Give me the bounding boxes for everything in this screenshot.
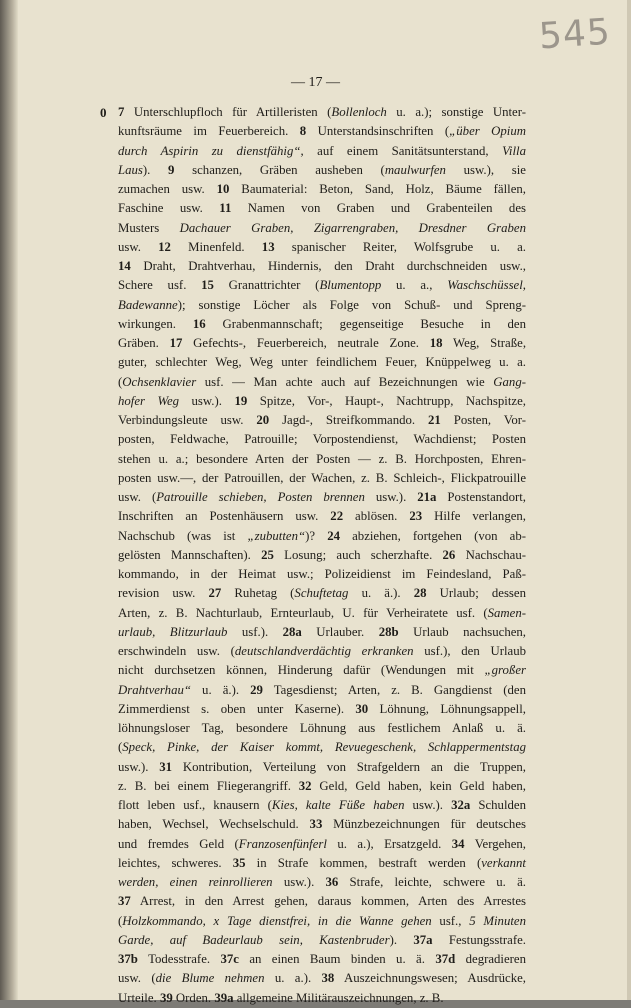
text-run: Spitze, Vor-, Haupt-, Nachtrupp, Nachspitze,: [247, 393, 526, 408]
text-run: Inschriften an Postenhäusern usw.: [118, 509, 331, 524]
text-run: u. a.); sonstige Unter-: [386, 105, 526, 119]
text-run: ).: [142, 162, 169, 177]
italic-term: urlaub, Blitzurlaub: [118, 624, 228, 639]
text-run: Musters: [118, 220, 180, 235]
text-run: Arrest, in den Arrest gehen, daraus kommen, Arten des Arrestes: [130, 894, 526, 909]
italic-term: Laus: [118, 162, 143, 177]
text-run: leichtes, schweres.: [118, 855, 233, 870]
text-line: [118, 527, 526, 546]
text-line: [118, 430, 526, 449]
text-line: [118, 507, 526, 526]
item-number: 29: [250, 682, 263, 697]
italic-term: 5 Minuten: [469, 913, 526, 928]
text-run: (: [118, 740, 123, 755]
text-line: [118, 892, 526, 911]
text-run: auf einem Sanitätsunterstand,: [303, 143, 503, 158]
item-number: 32a: [451, 798, 471, 812]
text-line: [118, 161, 526, 180]
text-run: kommando, in der Heimat usw.; Polizeidienst im Feindesland, Paß-: [118, 567, 526, 581]
text-run: flott leben usf., knausern (: [118, 798, 272, 812]
item-number: 16: [192, 316, 206, 331]
text-run: Posten, Vor-: [440, 413, 526, 427]
text-line: [118, 989, 526, 1008]
text-run: Münzbezeichnungen für deutsches: [322, 817, 526, 832]
text-run: haben, Wechsel, Wechselschuld.: [118, 817, 310, 832]
item-number: 8: [299, 124, 307, 139]
text-line: [118, 950, 526, 969]
text-run: u. a.).: [264, 971, 322, 986]
italic-term: die Blume nehmen: [155, 971, 265, 986]
text-run: Auszeichnungswesen; Ausdrücke,: [334, 971, 526, 986]
text-line: [118, 238, 526, 257]
text-run: ablösen.: [343, 509, 410, 524]
text-line: [118, 488, 526, 507]
item-number: 28: [413, 586, 427, 601]
text-run: (: [118, 374, 123, 389]
text-run: Grabenmannschaft; gegenseitige Besuche in den: [205, 316, 526, 331]
item-number: 30: [355, 701, 369, 716]
item-number: 37a: [413, 932, 433, 947]
text-line: [118, 392, 526, 411]
text-run: Arten, z. B. Nachturlaub, Ernteurlaub, U. für Verheiratete usf. (: [118, 605, 488, 620]
text-run: abziehen, fortgehen (von ab-: [339, 528, 526, 543]
text-run: Unterstandsinschriften (: [306, 124, 450, 139]
italic-term: Schuftetag: [294, 586, 349, 601]
text-line: [118, 777, 526, 796]
text-run: ); sonstige Löcher als Folge von Schuß- und Spreng-: [177, 297, 526, 312]
text-line: [118, 604, 526, 623]
text-run: degradieren: [455, 952, 527, 966]
text-run: Urteile.: [118, 990, 160, 1005]
text-run: Baumaterial: Beton, Sand, Holz, Bäume fällen,: [229, 182, 526, 196]
italic-term: „großer: [484, 663, 526, 678]
italic-term: Kies, kalte Füße haben: [271, 798, 405, 812]
text-run: Weg, Straße,: [442, 336, 527, 350]
text-run: guter, schlechter Weg, Weg unter feindlichem Feuer, Knüppelweg u. a.: [118, 355, 526, 370]
item-number: 34: [451, 836, 465, 851]
book-gutter: [0, 0, 18, 1000]
text-line: [100, 103, 526, 122]
text-run: Gefechts-, Feuerbereich, neutrale Zone.: [182, 336, 430, 350]
text-line: [118, 565, 526, 584]
text-line: [118, 411, 526, 430]
text-run: Hilfe verlangen,: [422, 509, 526, 524]
text-run: Draht, Drahtverhau, Hindernis, den Draht durchschneiden usw.,: [130, 259, 526, 273]
text-run: Ruhetag (: [221, 586, 295, 601]
italic-term: Drahtverhau“: [118, 682, 191, 697]
text-run: usw.).: [404, 798, 452, 812]
item-number: 10: [216, 182, 230, 196]
text-line: [118, 661, 526, 680]
text-run: Kontribution, Verteilung von Strafgeldern an die Truppen,: [172, 759, 526, 774]
text-run: Strafe, leichte, schwere u. ä.: [338, 875, 526, 889]
text-run: Gräben.: [118, 336, 170, 350]
section-marker: 0: [100, 105, 107, 120]
item-number: 12: [158, 239, 171, 254]
item-number: 23: [409, 509, 423, 524]
text-run: (: [118, 913, 123, 928]
text-run: Vergehen,: [464, 836, 526, 851]
text-line: [118, 180, 526, 199]
text-run: Postenstandort,: [436, 490, 526, 504]
item-number: 28a: [282, 624, 302, 639]
text-run: stehen u. a.; besondere Arten der Posten — z. B. Horchposten, Ehren-: [118, 451, 526, 466]
text-run: u. a.,: [381, 278, 448, 293]
text-run: ).: [389, 932, 414, 947]
text-line: [118, 912, 526, 931]
item-number: 21a: [417, 490, 437, 504]
text-run: spanischer Reiter, Wolfsgrube u. a.: [274, 239, 527, 254]
italic-term: Speck, Pinke, der Kaiser kommt, Revuegeschenk, Schlappermentstag: [122, 740, 526, 755]
text-run: Urlauber.: [301, 624, 379, 639]
italic-term: verkannt: [481, 855, 526, 870]
italic-term: Samen-: [487, 605, 526, 620]
text-run: usf. — Man achte auch auf Bezeichnungen wie: [196, 374, 494, 389]
italic-term: werden, einen reinrollieren: [118, 875, 273, 889]
italic-term: Dachauer Graben, Zigarrengraben, Dresdner Graben: [179, 220, 526, 235]
text-line: [118, 199, 526, 218]
text-run: nicht durchsetzen können, Hinderung dafür (Wendungen mit: [118, 663, 485, 678]
item-number: 35: [232, 855, 246, 870]
text-line: [118, 219, 526, 238]
item-number: 36: [325, 875, 339, 889]
text-line: [118, 296, 526, 315]
text-run: Löhnung, Löhnungsappell,: [368, 701, 526, 716]
italic-term: Holzkommando, x Tage dienstfrei, in die Wanne gehen: [122, 913, 432, 928]
text-run: revision usw.: [118, 586, 209, 601]
text-line: [118, 276, 526, 295]
text-run: wirkungen.: [118, 316, 193, 331]
item-number: 13: [261, 239, 275, 254]
text-run: Faschine usw.: [118, 201, 220, 216]
text-run: löhnungsloser Tag, besondere Löhnung aus festlichem Anlaß u. ä.: [118, 721, 526, 735]
text-run: gelösten Mannschaften).: [118, 547, 262, 562]
text-run: Festungsstrafe.: [432, 932, 526, 947]
page-number: — 17 —: [291, 75, 340, 90]
text-line: [118, 546, 526, 565]
text-line: [118, 642, 526, 661]
italic-term: Franzosenfünferl: [238, 836, 327, 851]
italic-term: „zubutten“: [247, 528, 306, 543]
text-run: usw.: [118, 239, 159, 254]
item-number: 7: [118, 105, 125, 119]
text-line: [118, 758, 526, 777]
text-run: Urlaub; dessen: [426, 586, 526, 601]
item-number: 39: [159, 990, 173, 1005]
italic-term: Badewanne: [118, 297, 178, 312]
text-line: [118, 719, 526, 738]
text-run: )?: [305, 528, 328, 543]
text-run: Geld, Geld haben, kein Geld haben,: [311, 778, 527, 793]
item-number: 37: [118, 894, 131, 909]
item-number: 26: [442, 547, 456, 562]
text-line: [118, 450, 526, 469]
text-run: kunftsräume im Feuerbereich.: [118, 124, 300, 139]
text-line: [118, 873, 526, 892]
italic-term: maulwurfen: [384, 162, 446, 177]
text-run: Orden.: [172, 990, 215, 1005]
text-run: allgemeine Militärauszeichnungen, z. B.: [233, 990, 444, 1005]
text-line: [118, 142, 526, 161]
text-line: [118, 584, 526, 603]
item-number: 24: [327, 528, 340, 543]
text-run: Zimmerdienst s. oben unter Kaserne).: [118, 701, 356, 716]
text-run: usf.), den Urlaub: [413, 644, 526, 658]
item-number: 22: [330, 509, 344, 524]
text-line: [118, 854, 526, 873]
text-run: usw. (: [118, 490, 157, 504]
text-run: erschwindeln usw. (: [118, 644, 235, 658]
item-number: 39a: [214, 990, 234, 1005]
text-run: in Strafe kommen, bestraft werden (: [245, 855, 482, 870]
text-run: u. ä.).: [191, 682, 251, 697]
italic-term: Gang-: [493, 374, 526, 389]
item-number: 9: [168, 162, 175, 177]
item-number: 28b: [378, 624, 399, 639]
item-number: 15: [201, 278, 214, 293]
text-line: [118, 353, 526, 372]
text-line: [118, 257, 526, 276]
item-number: 31: [159, 759, 173, 774]
text-run: Tagesdienst; Arten, z. B. Gangdienst (den: [262, 682, 526, 697]
text-run: Nachschub (was ist: [118, 528, 248, 543]
item-number: 27: [208, 586, 222, 601]
text-line: [118, 373, 526, 392]
text-run: und fremdes Geld (: [118, 836, 239, 851]
text-line: [118, 969, 526, 988]
text-run: Namen von Graben und Grabenteilen des: [231, 201, 526, 216]
text-run: Minenfeld.: [170, 239, 262, 254]
item-number: 14: [118, 259, 131, 273]
text-line: [118, 122, 526, 141]
italic-term: Patrouille schieben, Posten brennen: [156, 490, 365, 504]
item-number: 18: [429, 336, 443, 350]
text-run: posten, Feldwache, Patrouille; Vorpostendienst, Wachdienst; Posten: [118, 432, 526, 447]
italic-term: durch Aspirin zu dienstfähig“,: [118, 143, 304, 158]
text-line: [118, 315, 526, 334]
item-number: 20: [256, 413, 270, 427]
italic-term: Blumentopp: [319, 278, 382, 293]
text-run: usw.).: [364, 490, 418, 504]
text-line: [118, 334, 526, 353]
text-run: Losung; auch scherzhafte.: [273, 547, 443, 562]
text-run: usf.,: [431, 913, 470, 928]
item-number: 37b: [118, 952, 138, 966]
item-number: 33: [309, 817, 323, 832]
italic-term: Villa: [502, 143, 526, 158]
item-number: 32: [298, 778, 312, 793]
text-run: an einen Baum binden u. ä.: [238, 952, 436, 966]
text-line: [118, 931, 526, 950]
text-line: [118, 835, 526, 854]
item-number: 21: [428, 413, 441, 427]
italic-term: Garde, auf Badeurlaub sein, Kastenbruder: [118, 932, 390, 947]
text-run: usw.).: [118, 759, 160, 774]
text-run: posten usw.—, der Patrouillen, der Wachen, z. B. Schleich-, Flickpatrouille: [118, 470, 526, 485]
text-line: [118, 700, 526, 719]
text-run: Urlaub nachsuchen,: [398, 624, 527, 639]
item-number: 25: [261, 547, 274, 562]
text-line: [118, 738, 526, 757]
italic-term: „über Opium: [449, 124, 526, 139]
italic-term: Waschschüssel,: [447, 278, 526, 293]
text-run: Jagd-, Streifkommando.: [269, 413, 429, 427]
text-run: usw.).: [272, 875, 326, 889]
text-line: [118, 623, 526, 642]
text-run: z. B. bei einem Fliegerangriff.: [118, 778, 299, 793]
page-edge: [627, 0, 631, 1000]
italic-term: Bollenloch: [331, 105, 387, 119]
text-line: [118, 815, 526, 834]
italic-term: hofer Weg: [118, 393, 180, 408]
text-run: Granattrichter (: [213, 278, 320, 293]
text-run: Verbindungsleute usw.: [118, 413, 257, 427]
text-run: usw.).: [179, 393, 235, 408]
text-run: schanzen, Gräben ausheben (: [174, 162, 385, 177]
item-number: 37d: [435, 952, 456, 966]
text-run: Todesstrafe.: [137, 952, 221, 966]
item-number: 37c: [220, 952, 239, 966]
text-run: usf.).: [227, 624, 283, 639]
item-number: 19: [234, 393, 248, 408]
body-text: [100, 103, 527, 1008]
text-run: Schere usf.: [118, 278, 202, 293]
italic-term: Ochsenklavier: [122, 374, 197, 389]
text-run: usw. (: [118, 971, 156, 986]
text-line: [118, 796, 526, 815]
handwritten-folio-number: 545: [537, 11, 613, 58]
text-run: Schulden: [470, 798, 526, 812]
item-number: 38: [321, 971, 335, 986]
text-run: Unterschlupfloch für Artilleristen (: [124, 105, 332, 119]
italic-term: deutschlandverdächtig erkranken: [234, 644, 414, 658]
item-number: 17: [169, 336, 183, 350]
text-line: [118, 681, 526, 700]
text-run: u. a.), Ersatzgeld.: [326, 836, 452, 851]
text-line: [118, 469, 526, 488]
text-run: usw.), sie: [445, 162, 526, 177]
text-run: zumachen usw.: [118, 182, 217, 196]
text-run: u. ä.).: [348, 586, 414, 601]
text-run: Nachschau-: [455, 547, 526, 562]
item-number: 11: [219, 201, 232, 216]
